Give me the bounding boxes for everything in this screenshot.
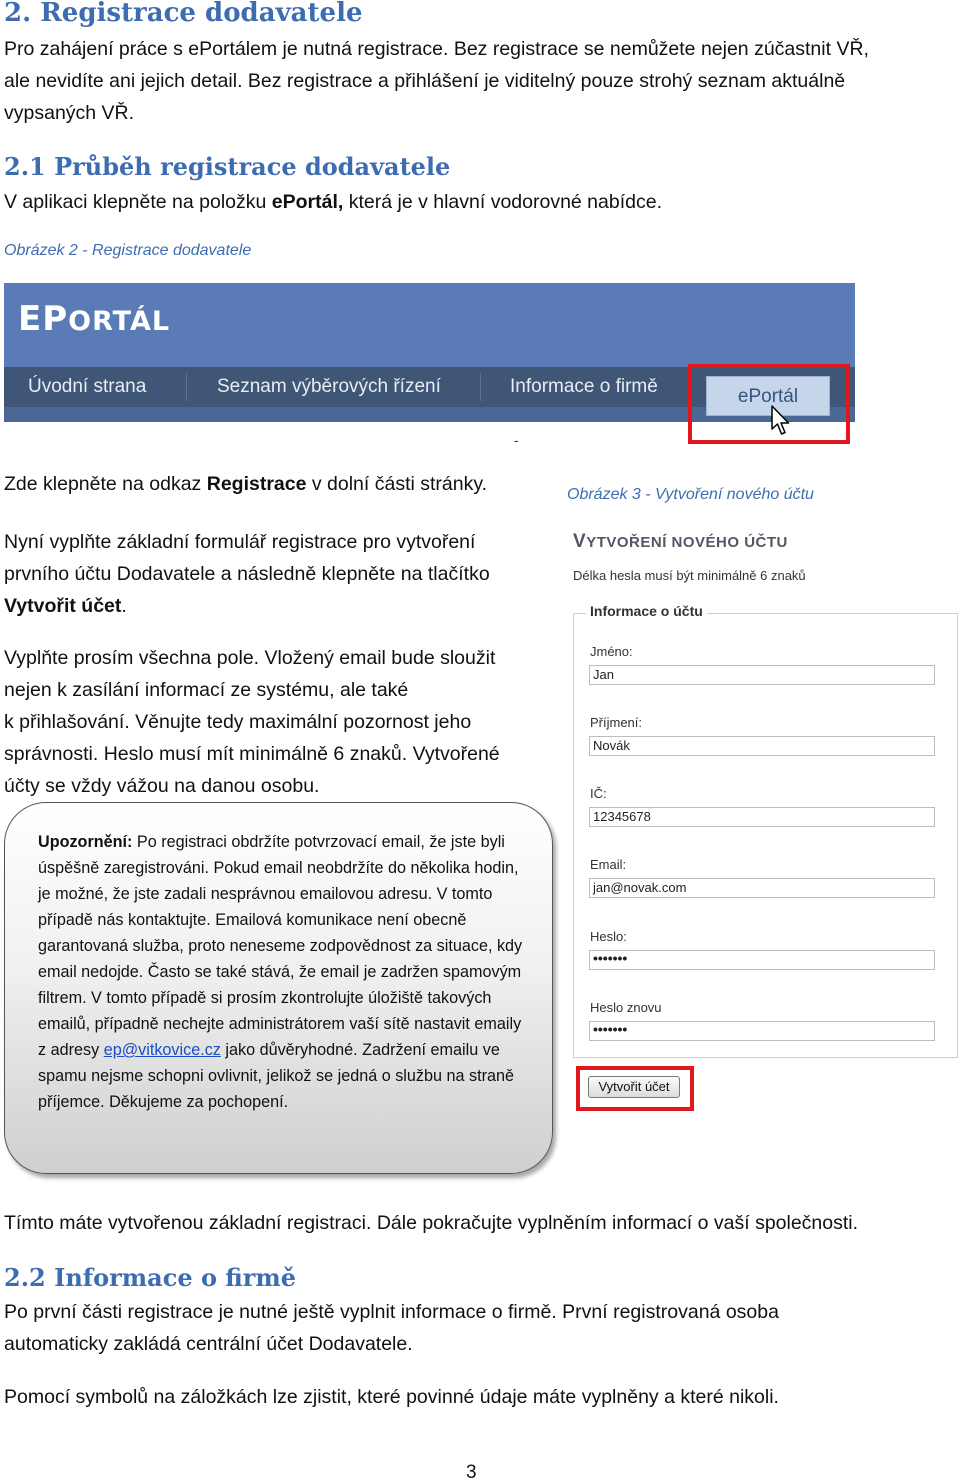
logo-rest: ORTÁL (68, 306, 171, 337)
intro-line-2: ale nevidíte ani jejich detail. Bez registrace a přihlášení je viditelný pouze strohý seznam aktuálně (4, 70, 846, 92)
email-label: Email: (590, 857, 627, 872)
nav-item-tenders[interactable]: Seznam výběrových řízení (217, 376, 441, 397)
fill-line-2: nejen k zasílání informací ze systému, ale také (4, 679, 409, 701)
password-input[interactable]: ••••••• (589, 950, 935, 970)
figure-2-caption: Obrázek 2 - Registrace dodavatele (4, 242, 252, 259)
fill-line-5: účty se vždy vážou na danou osobu. (4, 775, 320, 797)
fill-line-4: správnosti. Heslo musí mít minimálně 6 znaků. Vytvořené (4, 743, 500, 765)
click-text: Zde klepněte na odkaz (4, 473, 207, 495)
eportal-instruction (4, 186, 662, 218)
password-note: Délka hesla musí být minimálně 6 znaků (573, 568, 806, 583)
form-instruction-line-3 (4, 590, 127, 622)
logo-letter-e: E (18, 299, 43, 339)
figure-3-caption: Obrázek 3 - Vytvoření nového účtu (567, 486, 814, 503)
click-text-end: v dolní části stránky. (306, 473, 488, 495)
last-name-input[interactable]: Novák (589, 736, 935, 756)
fill-line-1: Vyplňte prosím všechna pole. Vložený email bude sloužit (4, 647, 496, 669)
subsection-heading-2-2: 2.2 Informace o firmě (4, 1263, 297, 1292)
warning-label: Upozornění: (38, 833, 133, 851)
company-id-label: IČ: (590, 786, 607, 801)
company-info-line-1: Po první části registrace je nutné ještě vyplnit informace o firmě. První registrovaná osoba (4, 1301, 779, 1323)
nav-item-eportal[interactable]: ePortál (706, 376, 830, 416)
warning-body: Po registraci obdržíte potvrzovací email, že jste byli úspěšně zaregistrováni. Pokud email neobdržíte do několika hodin, je možné, že jste zadali nesprávnou emailovou adresu. V tomto případě nás kontaktujte. Emailová komunikace není obecně garantovaná služba, proto neneseme zodpovědnost za situace, kdy email nedojde. Často se také stává, že email je zadržen spamovým filtrem. V tomto případě si prosím zkontrolujte úložiště takových emailů, případně nechejte administrátorem vaší sítě nastavit emaily z adresy (38, 833, 523, 1059)
tab-symbols-text: Pomocí symbolů na záložkách lze zjistit, které povinné údaje máte vyplněny a které nikoli. (4, 1386, 779, 1408)
section-heading: 2. Registrace dodavatele (4, 0, 363, 28)
registration-link-instruction (4, 468, 487, 500)
last-name-label: Příjmení: (590, 715, 643, 730)
instruction-text: V aplikaci klepněte na položku (4, 191, 272, 213)
eportal-logo (18, 299, 170, 339)
support-email-link[interactable]: ep@vitkovice.cz (103, 1041, 221, 1059)
company-info-line-2: automaticky zakládá centrální účet Dodavatele. (4, 1333, 413, 1355)
mouse-cursor-icon (770, 405, 792, 437)
click-bold: Registrace (206, 473, 307, 495)
nav-separator (480, 373, 481, 401)
first-name-input[interactable]: Jan (589, 665, 935, 685)
form-instruction-bold: Vytvořit účet (4, 595, 122, 617)
account-info-legend: Informace o účtu (586, 603, 707, 619)
instruction-text-end: která je v hlavní vodorovné nabídce. (343, 191, 662, 213)
intro-line-3: vypsaných VŘ. (4, 102, 135, 124)
registration-done-text: Tímto máte vytvořenou základní registraci. Dále pokračujte vyplněním informací o vaší společnosti. (4, 1212, 859, 1234)
password-confirm-input[interactable]: ••••••• (589, 1021, 935, 1041)
password-label: Heslo: (590, 929, 627, 944)
instruction-bold: ePortál, (271, 191, 344, 213)
form-title-rest: YTVOŘENÍ NOVÉHO ÚČTU (586, 534, 788, 551)
nav-item-company-info[interactable]: Informace o firmě (510, 376, 658, 397)
create-account-button[interactable]: Vytvořit účet (588, 1076, 680, 1098)
company-id-input[interactable]: 12345678 (589, 807, 935, 827)
form-title (573, 531, 788, 553)
password-confirm-label: Heslo znovu (590, 1000, 662, 1015)
subsection-heading-2-1: 2.1 Průběh registrace dodavatele (4, 152, 451, 181)
form-instruction-line-1: Nyní vyplňte základní formulář registrace pro vytvoření (4, 531, 476, 553)
intro-line-1: Pro zahájení práce s ePortálem je nutná registrace. Bez registrace se nemůžete nejen zúčastnit VŘ, (4, 38, 869, 60)
stray-dash: - (514, 432, 519, 448)
form-instruction-end: . (121, 595, 127, 617)
form-title-initial: V (573, 531, 587, 552)
warning-body-end: jako důvěryhodné. Zadržení emailu ve spamu nejsme schopni ovlivnit, jelikož se jedná o službu na straně příjemce. Děkujeme za pochopení. (38, 1041, 514, 1111)
logo-letter-p: P (42, 299, 69, 339)
highlight-frame (688, 364, 850, 444)
nav-item-home[interactable]: Úvodní strana (28, 376, 147, 397)
form-instruction-line-2: prvního účtu Dodavatele a následně klepněte na tlačítko (4, 563, 490, 585)
nav-separator (186, 373, 187, 401)
email-input[interactable]: jan@novak.com (589, 878, 935, 898)
fill-line-3: k přihlašování. Věnujte tedy maximální pozornost jeho (4, 711, 472, 733)
warning-text (38, 829, 532, 1115)
page-number: 3 (466, 1462, 477, 1483)
first-name-label: Jméno: (590, 644, 633, 659)
